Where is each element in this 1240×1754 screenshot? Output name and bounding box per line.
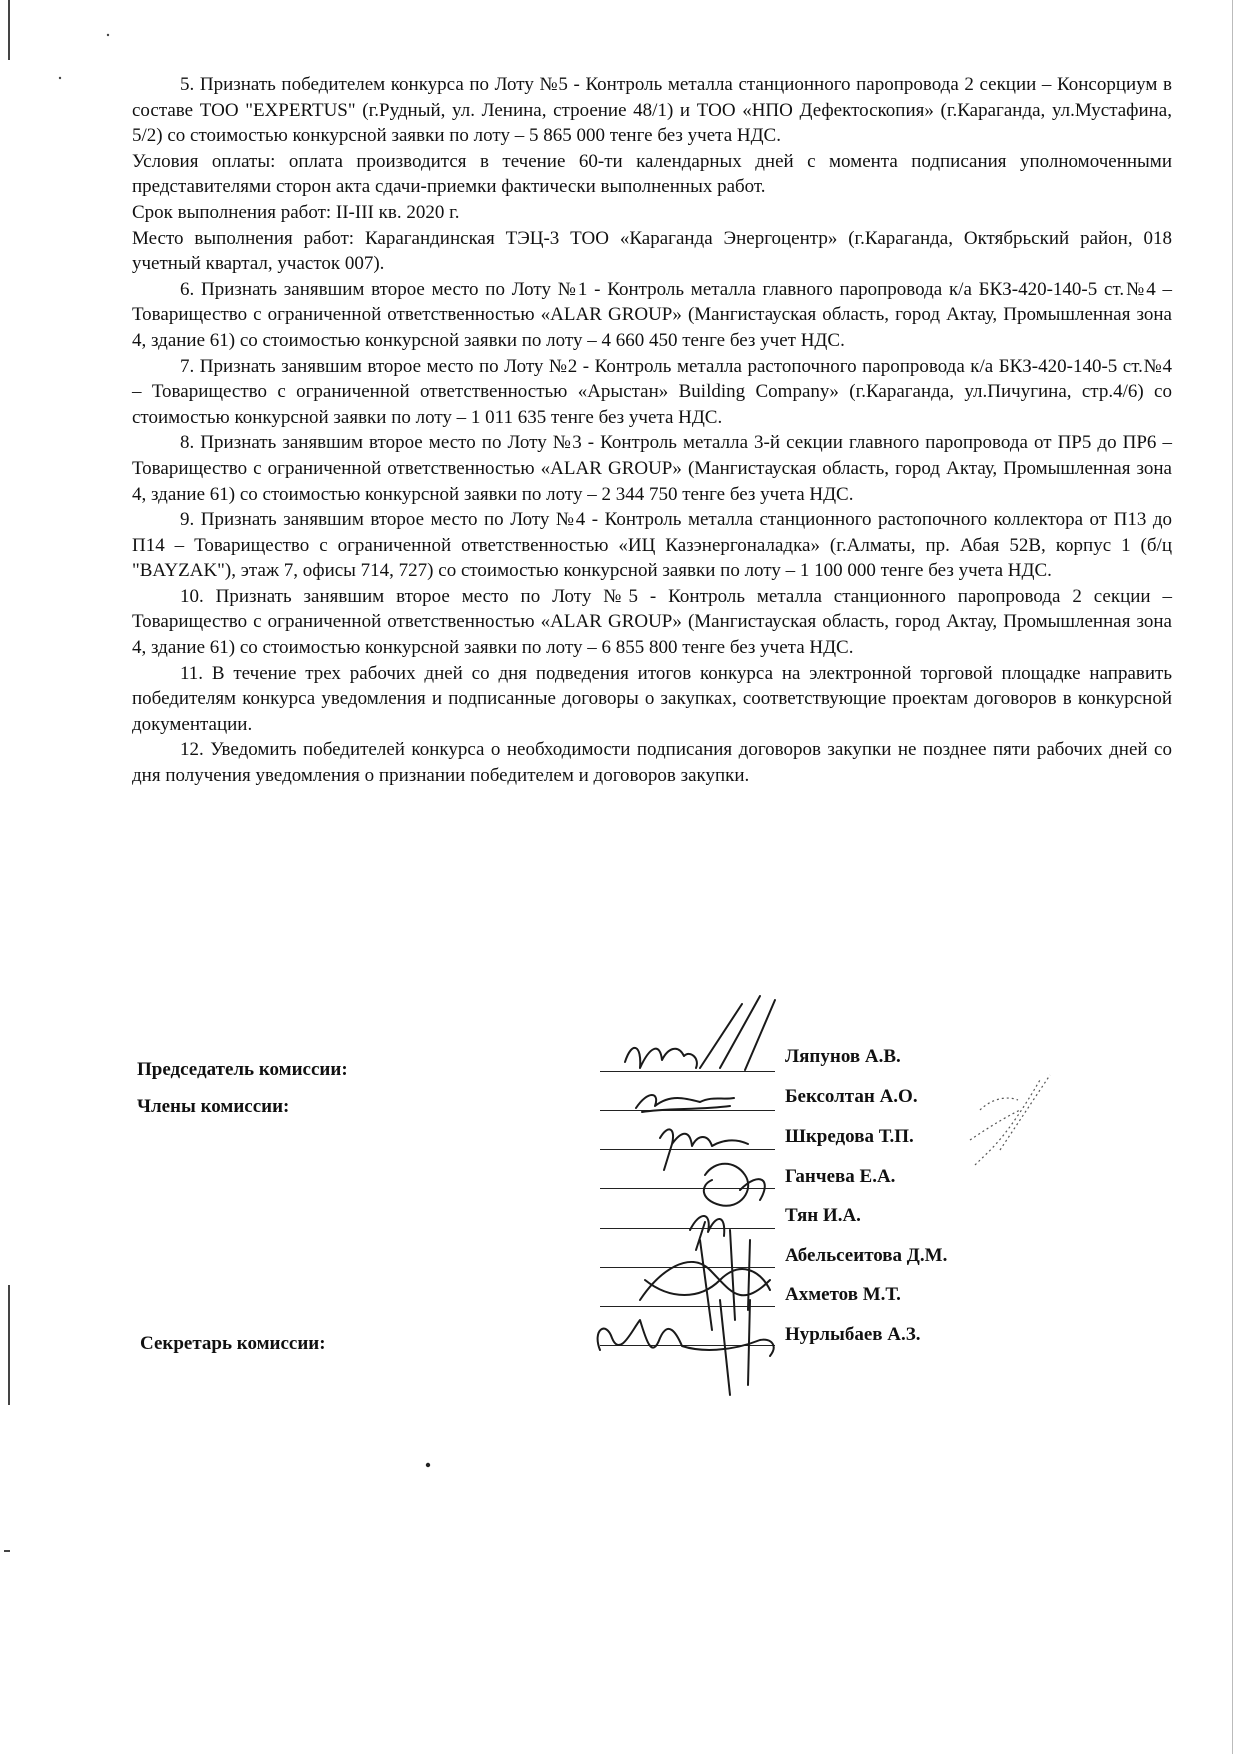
signatory-name: Абельсеитова Д.М. <box>785 1245 948 1266</box>
paragraph-decision-6: 6. Признать занявшим второе место по Лоту №1 - Контроль металла главного паропровода к/а БКЗ-420-140-5 ст.№4 – Товарищество с ограниченной ответственностью «ALAR GROUP» (Мангистауская область, город Актау, Промышленная зона 4, здание 61) со стоимостью конкурсной заявки по лоту – 4 660 450 тенге без учет НДС. <box>132 278 1172 351</box>
signatory-name: Ахметов М.Т. <box>785 1284 901 1305</box>
members-label: Члены комиссии: <box>137 1096 290 1117</box>
paragraph-decision-12: 12. Уведомить победителей конкурса о необходимости подписания договоров закупки не позднее пяти рабочих дней со дня получения уведомления о признании победителем и договоров закупки. <box>132 739 1172 787</box>
paragraph-decision-5: 5. Признать победителем конкурса по Лоту №5 - Контроль металла станционного паропровода 2 секции – Консорциум в составе ТОО "EXPERTUS" (г.Рудный, ул. Ленина, строение 48/1) и ТОО «НПО Дефектоскопия» (г.Караганда, ул.Мустафина, 5/2) со стоимостью конкурсной заявки по лоту – 5 865 000 тенге без учета НДС. <box>132 74 1172 147</box>
chairman-label: Председатель комиссии: <box>137 1059 348 1080</box>
signatory-name: Нурлыбаев А.З. <box>785 1324 921 1345</box>
signatory-name: Бексолтан А.О. <box>785 1086 918 1107</box>
signature-scribble <box>598 1320 774 1356</box>
paragraph-decision-10: 10. Признать занявшим второе место по Лоту №5 - Контроль металла станционного паропровода 2 секции – Товарищество с ограниченной ответственностью «ALAR GROUP» (Мангистауская область, город Актау, Промышленная зона 4, здание 61) со стоимостью конкурсной заявки по лоту – 6 855 800 тенге без учета НДС. <box>132 585 1172 659</box>
signature-scribble <box>625 996 775 1070</box>
scan-speck <box>426 1463 430 1467</box>
signature-scribble <box>636 1095 734 1112</box>
paragraph-decision-11: 11. В течение трех рабочих дней со дня подведения итогов конкурса на электронной торговой площадке направить победителям конкурса уведомления и подписанные договоры о закупках, соответствующие проектам договоров в конкурсной документации. <box>132 662 1172 735</box>
paragraph-decision-9: 9. Признать занявшим второе место по Лоту №4 - Контроль металла станционного растопочного коллектора от П13 до П14 – Товарищество с ограниченной ответственностью «ИЦ Казэнергоналадка» (г.Алматы, пр. Абая 52В, корпус 1 (б/ц "BAYZAK"), этаж 7, офисы 714, 727) со стоимостью конкурсной заявки по лоту – 1 100 000 тенге без учета НДС. <box>132 509 1172 582</box>
paragraph-decision-7: 7. Признать занявшим второе место по Лоту №2 - Контроль металла растопочного паропровода к/а БКЗ-420-140-5 ст.№4 – Товарищество с ограниченной ответственностью «Арыстан» Building Company» (г.Караганда, ул.Пичугина, стр.4/6) со стоимостью конкурсной заявки по лоту – 1 011 635 тенге без учета НДС. <box>132 355 1172 428</box>
secretary-label: Секретарь комиссии: <box>140 1333 326 1354</box>
signature-scribble <box>704 1164 765 1206</box>
signatory-name: Шкредова Т.П. <box>785 1126 914 1147</box>
signatory-name: Ганчева Е.А. <box>785 1166 896 1187</box>
signatory-name: Ляпунов А.В. <box>785 1046 901 1067</box>
faint-stamp-mark <box>970 1075 1050 1165</box>
paragraph-payment-terms: Условия оплаты: оплата производится в течение 60-ти календарных дней с момента подписания уполномоченными представителями сторон акта сдачи-приемки фактически выполненных работ. <box>132 150 1172 198</box>
paragraph-decision-8: 8. Признать занявшим второе место по Лоту №3 - Контроль металла 3-й секции главного паропровода от ПР5 до ПР6 – Товарищество с ограниченной ответственностью «ALAR GROUP» (Мангистауская область, город Актау, Промышленная зона 4, здание 61) со стоимостью конкурсной заявки по лоту – 2 344 750 тенге без учета НДС. <box>132 432 1172 505</box>
scan-speck <box>107 34 109 36</box>
signatory-name: Тян И.А. <box>785 1205 861 1226</box>
signature-scribble <box>690 1216 724 1250</box>
paragraph-work-location: Место выполнения работ: Карагандинская ТЭЦ-3 ТОО «Караганда Энергоцентр» (г.Караганда, Октябрьский район, 018 учетный квартал, участок 007). <box>132 227 1172 275</box>
scan-speck <box>59 77 61 79</box>
signature-scribble <box>660 1129 748 1170</box>
paragraph-work-period: Срок выполнения работ: II-III кв. 2020 г. <box>132 201 460 223</box>
